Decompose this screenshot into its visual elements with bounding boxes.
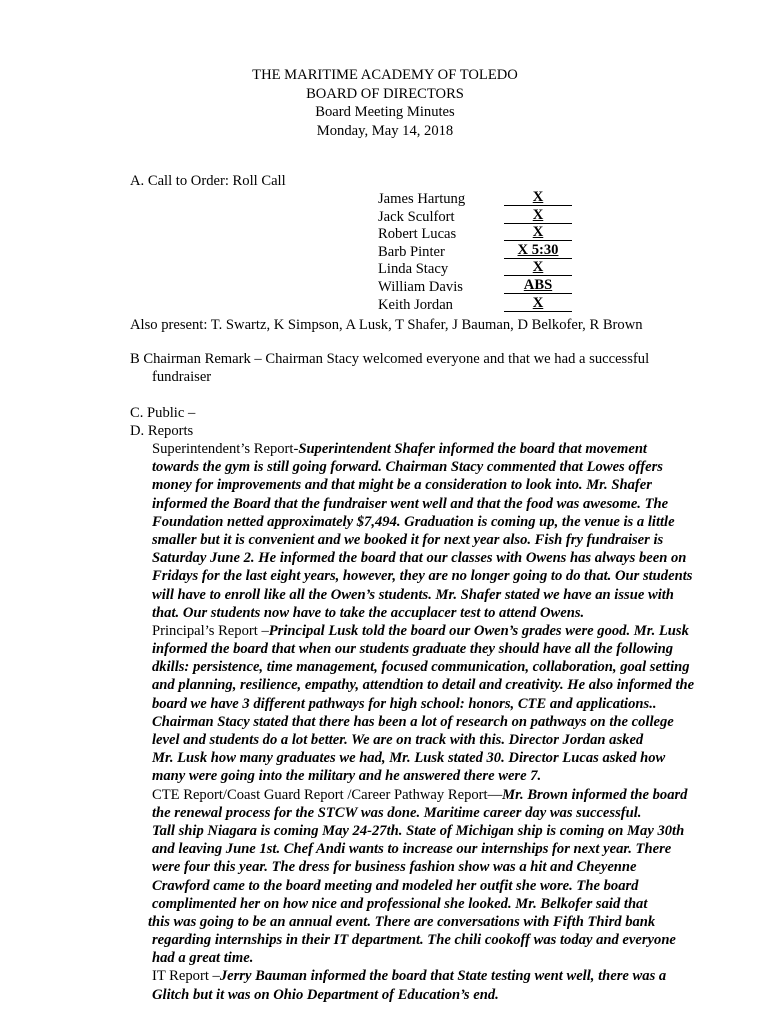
report-line <box>152 495 722 513</box>
report-text: that. Our students now have to take the accuplacer test to attend Owens. <box>152 604 585 621</box>
roll-call-name: Barb Pinter <box>378 243 445 260</box>
report-line <box>152 567 722 585</box>
report-text: many were going into the military and he answered there were 7. <box>152 768 542 785</box>
report-text: board we have 3 different pathways for high school: honors, CTE and applications.. <box>152 695 657 712</box>
roll-call-mark: X <box>504 225 572 241</box>
report-text: and leaving June 1st. Chef Andi wants to increase our internships for next year. There <box>152 841 672 858</box>
report-text: were four this year. The dress for business fashion show was a hit and Cheyenne <box>152 859 637 876</box>
roll-call-mark: X 5:30 <box>504 243 572 259</box>
report-text: Crawford came to the board meeting and modeled her outfit she wore. The board <box>152 877 639 894</box>
report-line <box>152 840 722 858</box>
report-line <box>152 440 722 458</box>
section-d-title: D. Reports <box>130 423 194 439</box>
roll-call-mark: X <box>504 296 572 312</box>
report-heading: Principal’s Report – <box>152 622 269 639</box>
roll-call-name: Jack Sculfort <box>378 208 455 225</box>
roll-call-name: Robert Lucas <box>378 226 457 243</box>
section-a-title: A. Call to Order: Roll Call <box>130 173 286 189</box>
section-b <box>130 350 690 386</box>
report-line <box>152 640 722 658</box>
report-line <box>152 949 722 967</box>
report-text: Principal Lusk told the board our Owen’s grades were good. Mr. Lusk <box>268 622 689 639</box>
report-line <box>152 658 722 676</box>
report-text: towards the gym is still going forward. Chairman Stacy commented that Lowes offers <box>152 459 663 476</box>
report-text: Tall ship Niagara is coming May 24-27th. State of Michigan ship is coming on May 30th <box>152 822 685 839</box>
chairman-remark-line: B Chairman Remark – Chairman Stacy welcomed everyone and that we had a successful <box>130 351 650 367</box>
report-text: Chairman Stacy stated that there has been a lot of research on pathways on the college <box>152 713 674 730</box>
reports-body <box>148 440 722 1004</box>
report-line <box>152 676 722 694</box>
report-text: dkills: persistence, time management, focused communication, collaboration, goal setting <box>152 659 690 676</box>
report-text: had a great time. <box>152 950 254 967</box>
section-c-title: C. Public – <box>130 405 196 421</box>
report-text: informed the Board that the fundraiser went well and that the food was awesome. The <box>152 495 669 512</box>
report-heading: IT Report – <box>152 968 220 985</box>
report-line <box>152 858 722 876</box>
report-line <box>152 749 722 767</box>
report-line <box>148 913 722 931</box>
roll-call-row <box>378 296 598 314</box>
also-present: Also present: T. Swartz, K Simpson, A Lusk, T Shafer, J Bauman, D Belkofer, R Brown <box>130 317 643 333</box>
board-name: BOARD OF DIRECTORS <box>306 85 464 102</box>
meeting-date: Monday, May 14, 2018 <box>316 122 454 139</box>
report-heading: CTE Report/Coast Guard Report /Career Pathway Report— <box>152 786 503 803</box>
report-text: smaller but it is convenient and we booked it for next year also. Fish fry fundraiser is <box>152 531 664 548</box>
report-text: informed the board that when our students graduate they should have all the following <box>152 641 673 658</box>
roll-call-mark: X <box>504 208 572 224</box>
report-line <box>152 622 722 640</box>
report-text: Mr. Brown informed the board <box>502 786 688 803</box>
report-text: Foundation netted approximately $7,494. Graduation is coming up, the venue is a little <box>152 513 675 530</box>
roll-call-name: James Hartung <box>378 191 466 207</box>
roll-call-row <box>378 243 598 261</box>
roll-call-row <box>378 278 598 296</box>
roll-call-row <box>378 208 598 226</box>
roll-call-mark: ABS <box>504 278 572 294</box>
report-text: Glitch but it was on Ohio Department of Education’s end. <box>152 986 499 1003</box>
report-text: Fridays for the last eight years, however, they are no longer going to do that. Our students <box>152 568 693 585</box>
report-line <box>152 549 722 567</box>
report-line <box>152 731 722 749</box>
report-text: Superintendent Shafer informed the board that movement <box>298 441 647 457</box>
report-line <box>152 895 722 913</box>
roll-call-name: Keith Jordan <box>378 296 453 313</box>
document-type: Board Meeting Minutes <box>315 104 455 120</box>
chairman-remark-continuation: fundraiser <box>152 369 212 385</box>
report-line <box>152 822 722 840</box>
report-text: the renewal process for the STCW was done. Maritime career day was successful. <box>152 804 642 821</box>
report-text: Jerry Bauman informed the board that State testing went well, there was a <box>219 968 667 985</box>
roll-call-row <box>378 260 598 278</box>
report-text: Saturday June 2. He informed the board that our classes with Owens has always been on <box>152 550 687 567</box>
roll-call-list <box>378 190 598 313</box>
report-line <box>152 786 722 804</box>
report-line <box>152 804 722 822</box>
roll-call-row <box>378 225 598 243</box>
report-line <box>152 531 722 549</box>
roll-call-row <box>378 190 598 208</box>
report-text: complimented her on how nice and professional she looked. Mr. Belkofer said that <box>152 895 648 912</box>
report-line <box>152 458 722 476</box>
report-text: and planning, resilience, empathy, attendtion to detail and creativity. He also informed the <box>152 677 695 694</box>
report-text: money for improvements and that might be a consideration to look into. Mr. Shafer <box>152 477 652 494</box>
report-line <box>152 695 722 713</box>
report-line <box>152 713 722 731</box>
report-line <box>152 476 722 494</box>
report-heading: Superintendent’s Report- <box>152 441 299 457</box>
roll-call-mark: X <box>504 260 572 276</box>
report-line <box>152 967 722 985</box>
roll-call-mark: X <box>504 190 572 206</box>
report-text: this was going to be an annual event. There are conversations with Fifth Third bank <box>148 913 656 930</box>
report-line <box>152 767 722 785</box>
report-line <box>152 513 722 531</box>
roll-call-name: William Davis <box>378 278 463 295</box>
report-text: will have to enroll like all the Owen’s students. Mr. Shafer stated we have an issue with <box>152 586 674 603</box>
org-name: THE MARITIME ACADEMY OF TOLEDO <box>252 67 518 83</box>
report-text: level and students do a lot better. We are on track with this. Director Jordan asked <box>152 732 644 748</box>
report-line <box>152 586 722 604</box>
report-line <box>152 604 722 622</box>
document-header <box>0 66 770 140</box>
report-text: regarding internships in their IT department. The chili cookoff was today and everyone <box>152 932 676 949</box>
report-line <box>152 986 722 1004</box>
report-line <box>152 931 722 949</box>
roll-call-name: Linda Stacy <box>378 261 449 278</box>
report-line <box>152 877 722 895</box>
report-text: Mr. Lusk how many graduates we had, Mr. Lusk stated 30. Director Lucas asked how <box>152 750 666 767</box>
